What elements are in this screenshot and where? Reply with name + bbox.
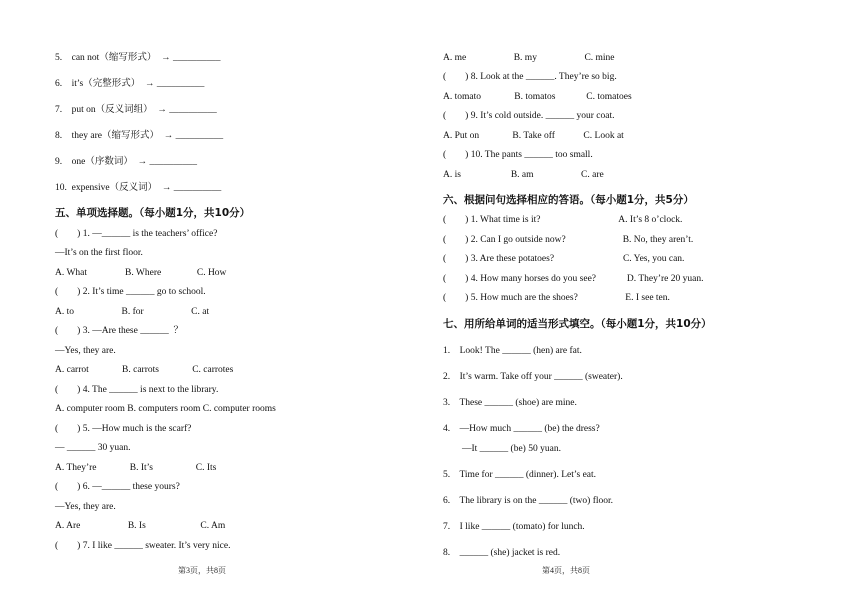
- question-line: —It’s on the first floor.: [55, 248, 143, 258]
- matching-line: ( ) 4. How many horses do you see? D. They’re 20 yuan.: [443, 274, 704, 284]
- option-line: A. me B. my C. mine: [443, 53, 615, 63]
- fill-in-line: 1. Look! The ______ (hen) are fat.: [443, 346, 582, 356]
- fill-in-line: 7. I like ______ (tomato) for lunch.: [443, 522, 585, 532]
- matching-line: ( ) 1. What time is it? A. It’s 8 o’clock.: [443, 215, 683, 225]
- question-line: ( ) 7. I like ______ sweater. It’s very nice.: [55, 541, 231, 551]
- option-line: A. Are B. Is C. Am: [55, 521, 226, 531]
- option-line: A. carrot B. carrots C. carrotes: [55, 365, 234, 375]
- question-line: 8. they are（缩写形式） → __________: [55, 131, 224, 141]
- question-line: ( ) 5. —How much is the scarf?: [55, 424, 192, 434]
- question-line: ( ) 1. —______ is the teachers’ office?: [55, 229, 218, 239]
- matching-line: ( ) 3. Are these potatoes? C. Yes, you can.: [443, 254, 685, 264]
- option-line: A. They’re B. It’s C. Its: [55, 463, 217, 473]
- question-line: ( ) 6. —______ these yours?: [55, 482, 180, 492]
- fill-in-line: 5. Time for ______ (dinner). Let’s eat.: [443, 470, 597, 480]
- option-line: A. Put on B. Take off C. Look at: [443, 131, 624, 141]
- question-line: ( ) 8. Look at the ______. They’re so big.: [443, 72, 617, 82]
- fill-in-line: —It ______ (be) 50 yuan.: [443, 444, 561, 454]
- question-line: ( ) 10. The pants ______ too small.: [443, 150, 593, 160]
- question-line: — ______ 30 yuan.: [55, 443, 131, 453]
- option-line: A. computer room B. computers room C. computer rooms: [55, 404, 276, 414]
- section-heading: 五、单项选择题。（每小题1分，共10分）: [55, 207, 251, 219]
- question-line: —Yes, they are.: [55, 346, 116, 356]
- page-footer: 第4页，共8页: [542, 566, 590, 575]
- question-line: 5. can not（缩写形式） → __________: [55, 53, 221, 63]
- question-line: 6. it’s（完整形式） → __________: [55, 79, 205, 89]
- question-line: 10. expensive（反义词） → __________: [55, 183, 222, 193]
- fill-in-line: 3. These ______ (shoe) are mine.: [443, 398, 577, 408]
- question-line: —Yes, they are.: [55, 502, 116, 512]
- fill-in-line: 6. The library is on the ______ (two) floor.: [443, 496, 614, 506]
- fill-in-line: 2. It’s warm. Take off your ______ (sweater).: [443, 372, 623, 382]
- question-line: ( ) 2. It’s time ______ go to school.: [55, 287, 206, 297]
- option-line: A. tomato B. tomatos C. tomatoes: [443, 92, 632, 102]
- section-heading: 七、用所给单词的适当形式填空。（每小题1分，共10分）: [443, 318, 712, 330]
- section-heading: 六、根据问句选择相应的答语。（每小题1分，共5分）: [443, 194, 694, 206]
- matching-line: ( ) 5. How much are the shoes? E. I see ten.: [443, 293, 670, 303]
- right-page: [430, 0, 830, 607]
- page-footer: 第3页，共8页: [178, 566, 226, 575]
- fill-in-line: 8. ______ (she) jacket is red.: [443, 548, 561, 558]
- question-line: 7. put on（反义词组） → __________: [55, 105, 217, 115]
- question-line: 9. one（序数词） → __________: [55, 157, 197, 167]
- option-line: A. to B. for C. at: [55, 307, 210, 317]
- question-line: ( ) 3. —Are these ______ ？: [55, 326, 183, 336]
- option-line: A. What B. Where C. How: [55, 268, 227, 278]
- option-line: A. is B. am C. are: [443, 170, 604, 180]
- fill-in-line: 4. —How much ______ (be) the dress?: [443, 424, 600, 434]
- matching-line: ( ) 2. Can I go outside now? B. No, they aren’t.: [443, 235, 694, 245]
- question-line: ( ) 9. It’s cold outside. ______ your coat.: [443, 111, 615, 121]
- left-page: [0, 0, 400, 607]
- question-line: ( ) 4. The ______ is next to the library.: [55, 385, 219, 395]
